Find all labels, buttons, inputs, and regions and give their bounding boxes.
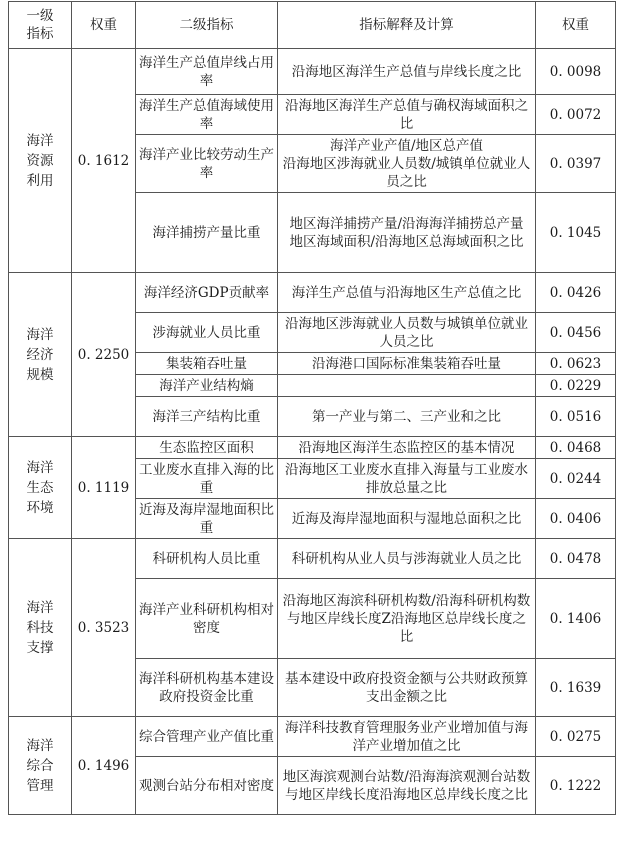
level2-indicator: 海洋经济GDP贡献率 bbox=[136, 273, 278, 313]
level2-weight: 0. 0478 bbox=[536, 539, 616, 579]
indicator-explanation: 科研机构从业人员与涉海就业人员之比 bbox=[278, 539, 536, 579]
level2-indicator: 观测台站分布相对密度 bbox=[136, 757, 278, 815]
header-row bbox=[9, 2, 616, 49]
indicator-explanation: 沿海地区涉海就业人员数与城镇单位就业人员之比 bbox=[278, 313, 536, 353]
level2-indicator: 海洋三产结构比重 bbox=[136, 397, 278, 437]
indicator-explanation: 地区海洋捕捞产量/沿海海洋捕捞总产量 地区海域面积/沿海地区总海域面积之比 bbox=[278, 193, 536, 273]
level2-weight: 0. 0275 bbox=[536, 717, 616, 757]
header-level2: 二级指标 bbox=[136, 2, 278, 49]
indicator-explanation: 海洋生产总值与沿海地区生产总值之比 bbox=[278, 273, 536, 313]
indicator-explanation bbox=[278, 375, 536, 397]
level2-indicator: 集装箱吞吐量 bbox=[136, 353, 278, 375]
header-weight1: 权重 bbox=[72, 2, 136, 49]
indicator-explanation: 基本建设中政府投资金额与公共财政预算支出金额之比 bbox=[278, 659, 536, 717]
table-row bbox=[9, 539, 616, 579]
header-explanation: 指标解释及计算 bbox=[278, 2, 536, 49]
level2-indicator: 近海及海岸湿地面积比重 bbox=[136, 499, 278, 539]
level2-weight: 0. 0098 bbox=[536, 49, 616, 95]
level2-weight: 0. 0406 bbox=[536, 499, 616, 539]
indicator-explanation: 沿海地区海洋生态监控区的基本情况 bbox=[278, 437, 536, 459]
level2-weight: 0. 1639 bbox=[536, 659, 616, 717]
table-body bbox=[9, 49, 616, 815]
header-level1 bbox=[9, 2, 72, 49]
level2-weight: 0. 0623 bbox=[536, 353, 616, 375]
level2-weight: 0. 1222 bbox=[536, 757, 616, 815]
level2-weight: 0. 1045 bbox=[536, 193, 616, 273]
level1-indicator bbox=[9, 539, 72, 717]
level2-indicator: 海洋产业科研机构相对密度 bbox=[136, 579, 278, 659]
indicator-explanation: 沿海地区海滨科研机构数/沿海科研机构数 与地区岸线长度Z沿海地区总岸线长度之比 bbox=[278, 579, 536, 659]
level2-indicator: 海洋捕捞产量比重 bbox=[136, 193, 278, 273]
level2-indicator: 海洋生产总值岸线占用率 bbox=[136, 49, 278, 95]
level1-indicator-text: 海洋综合管理 bbox=[26, 737, 54, 794]
level2-indicator: 综合管理产业产值比重 bbox=[136, 717, 278, 757]
indicator-explanation: 沿海港口国际标准集装箱吞吐量 bbox=[278, 353, 536, 375]
level1-weight: 0. 3523 bbox=[72, 539, 136, 717]
table-row bbox=[9, 49, 616, 95]
level2-weight: 0. 0516 bbox=[536, 397, 616, 437]
level1-indicator-text: 海洋科技支撑 bbox=[26, 599, 54, 656]
level2-weight: 0. 0397 bbox=[536, 135, 616, 193]
level1-indicator bbox=[9, 717, 72, 815]
level1-weight: 0. 1119 bbox=[72, 437, 136, 539]
level2-indicator: 科研机构人员比重 bbox=[136, 539, 278, 579]
indicator-explanation: 沿海地区海洋生产总值与岸线长度之比 bbox=[278, 49, 536, 95]
level2-indicator: 海洋产业比较劳动生产率 bbox=[136, 135, 278, 193]
indicator-explanation: 沿海地区海洋生产总值与确权海域面积之比 bbox=[278, 95, 536, 135]
header-weight2: 权重 bbox=[536, 2, 616, 49]
level2-indicator: 海洋生产总值海域使用率 bbox=[136, 95, 278, 135]
indicator-table bbox=[8, 1, 616, 815]
level2-weight: 0. 0456 bbox=[536, 313, 616, 353]
level1-weight: 0. 1496 bbox=[72, 717, 136, 815]
level1-indicator bbox=[9, 437, 72, 539]
level1-indicator bbox=[9, 49, 72, 273]
indicator-explanation: 地区海滨观测台站数/沿海海滨观测台站数与地区岸线长度沿海地区总岸线长度之比 bbox=[278, 757, 536, 815]
level1-indicator-text: 海洋生态环境 bbox=[26, 459, 54, 516]
level2-weight: 0. 0072 bbox=[536, 95, 616, 135]
indicator-explanation: 近海及海岸湿地面积与湿地总面积之比 bbox=[278, 499, 536, 539]
level1-indicator-text: 海洋资源利用 bbox=[26, 132, 54, 189]
indicator-explanation: 第一产业与第二、三产业和之比 bbox=[278, 397, 536, 437]
level1-indicator bbox=[9, 273, 72, 437]
indicator-explanation: 海洋科技教育管理服务业产业增加值与海洋产业增加值之比 bbox=[278, 717, 536, 757]
table-row bbox=[9, 717, 616, 757]
level1-indicator-text: 海洋经济规模 bbox=[26, 326, 54, 383]
level2-indicator: 涉海就业人员比重 bbox=[136, 313, 278, 353]
level2-indicator: 生态监控区面积 bbox=[136, 437, 278, 459]
level1-weight: 0. 1612 bbox=[72, 49, 136, 273]
level2-weight: 0. 0468 bbox=[536, 437, 616, 459]
level2-indicator: 海洋产业结构熵 bbox=[136, 375, 278, 397]
indicator-explanation: 海洋产业产值/地区总产值 沿海地区涉海就业人员数/城镇单位就业人员之比 bbox=[278, 135, 536, 193]
table-row bbox=[9, 273, 616, 313]
level2-weight: 0. 1406 bbox=[536, 579, 616, 659]
header-level1-text: 一级指标 bbox=[26, 8, 54, 42]
level2-weight: 0. 0426 bbox=[536, 273, 616, 313]
level2-weight: 0. 0229 bbox=[536, 375, 616, 397]
indicator-explanation: 沿海地区工业废水直排入海量与工业废水排放总量之比 bbox=[278, 459, 536, 499]
table-row bbox=[9, 437, 616, 459]
level2-indicator: 海洋科研机构基本建设政府投资金比重 bbox=[136, 659, 278, 717]
level1-weight: 0. 2250 bbox=[72, 273, 136, 437]
level2-indicator: 工业废水直排入海的比重 bbox=[136, 459, 278, 499]
level2-weight: 0. 0244 bbox=[536, 459, 616, 499]
